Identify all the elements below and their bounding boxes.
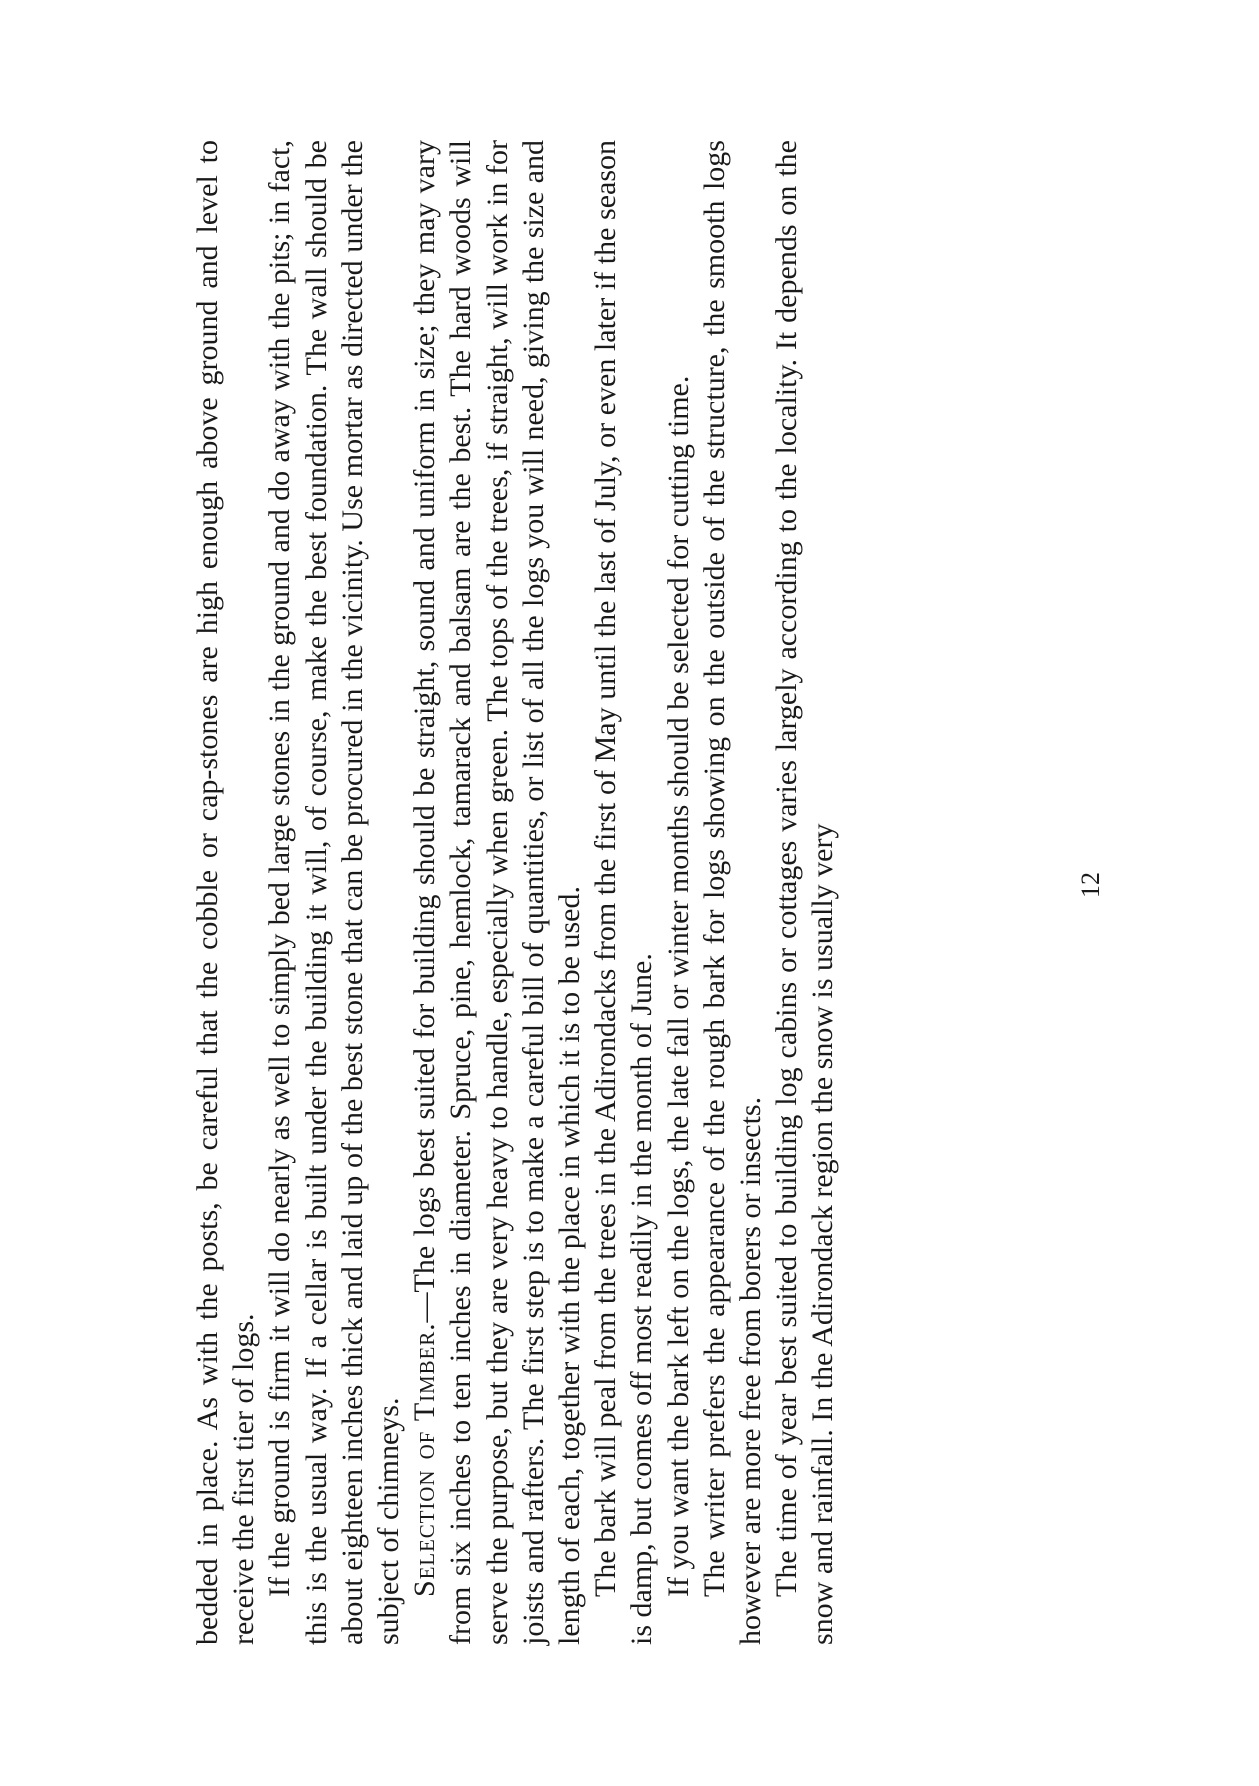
page-number: 12	[1076, 872, 1105, 898]
paragraph-1-text: bedded in place. As with the posts, be careful that the cobble or cap-stones are high enough above ground and level to receive the first tier of logs.	[191, 140, 261, 1645]
paragraph-7	[769, 140, 841, 1645]
paragraph-6	[697, 140, 769, 1645]
paragraph-1	[190, 140, 262, 1645]
paragraph-3	[407, 140, 588, 1645]
paragraph-4-text: The bark will peal from the trees in the Adirondacks from the first of May until the last of July, or even later if the season is damp, but comes off most readily in the month of June.	[589, 140, 659, 1645]
paragraph-2	[262, 140, 407, 1645]
paragraph-3-text: —The logs best suited for building should be straight, sound and uniform in size; they may vary from six inches to ten inches in diameter. Spruce, pine, hemlock, tamarack and balsam are the best. The hard woods will serve the purpose, but they are very heavy to handle, especially when green. The tops of the trees, if straight, will work in for joists and rafters. The first step is to make a careful bill of quantities, or list of all the logs you will need, giving the size and length of each, together with the place in which it is to be used.	[408, 140, 587, 1645]
paragraph-5-text: If you want the bark left on the logs, the late fall or winter months should be selected for cutting time.	[661, 375, 695, 1597]
body-text	[190, 140, 1020, 1645]
paragraph-2-text: If the ground is firm it will do nearly as well to simply bed large stones in the ground and do away with the pits; in fact, this is the usual way. If a cellar is built under the building it will, of course, make the best foundation. The wall should be about eighteen inches thick and laid up of the best stone that can be procured in the vicinity. Use mortar as directed under the subject of chimneys.	[263, 140, 406, 1645]
paragraph-7-text: The time of year best suited to building log cabins or cottages varies largely according to the locality. It depends on the snow and rainfall. In the Adirondack region the snow is usually very	[770, 140, 840, 1645]
paragraph-5	[661, 140, 697, 1645]
section-heading-selection-of-timber: Selection of Timber.	[408, 1322, 442, 1597]
paragraph-4	[588, 140, 660, 1645]
paragraph-6-text: The writer prefers the appearance of the rough bark for logs showing on the outside of the structure, the smooth logs however are more free from borers or insects.	[697, 140, 768, 1645]
